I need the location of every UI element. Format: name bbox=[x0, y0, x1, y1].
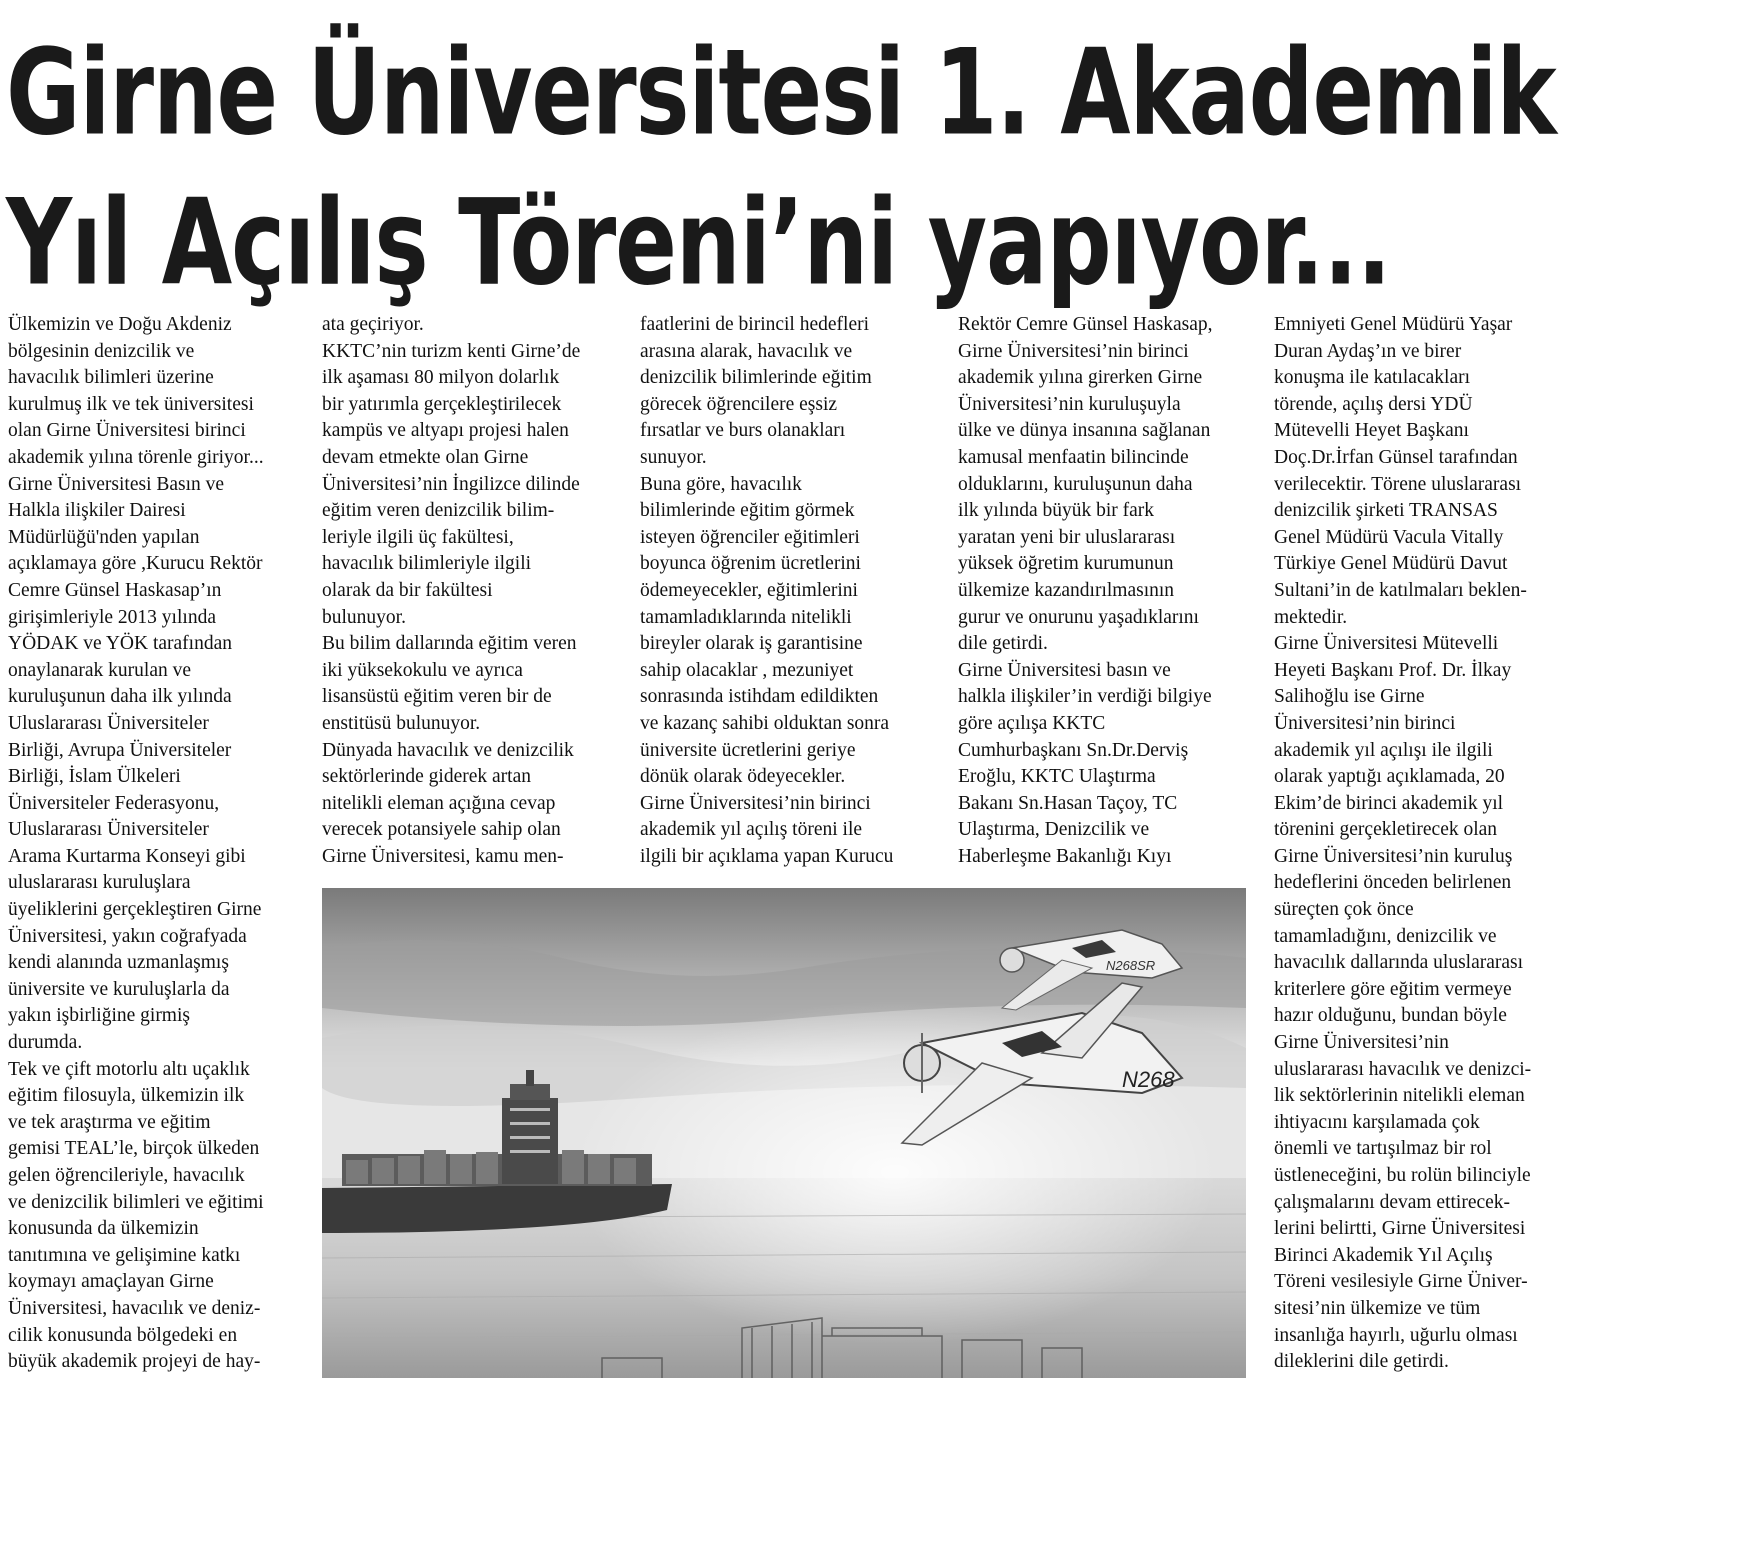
article-line: akademik yılına girerken Girne bbox=[958, 367, 1203, 389]
article-line: insanlığa hayırlı, uğurlu olması bbox=[1274, 1324, 1518, 1346]
article-line: yüksek öğretim kurumunun bbox=[958, 553, 1174, 575]
article-line: lik sektörlerinin nitelikli eleman bbox=[1274, 1085, 1525, 1107]
article-line: kriterlere göre eğitim vermeye bbox=[1274, 978, 1512, 1000]
plane-registration-large: N268 bbox=[1122, 1067, 1175, 1092]
article-line: akademik yıl açılışı ile ilgili bbox=[1274, 739, 1493, 761]
article-column-2 bbox=[322, 312, 622, 870]
article-line: ödemeyecekler, eğitimlerini bbox=[640, 579, 858, 601]
article-line: Üniversitesi’nin İngilizce dilinde bbox=[322, 473, 580, 495]
article-line: akademik yıl açılış töreni ile bbox=[640, 819, 863, 841]
article-line: bireyler olarak iş garantisine bbox=[640, 633, 863, 655]
article-line: törende, açılış dersi YDÜ bbox=[1274, 393, 1473, 415]
article-line: Bakanı Sn.Hasan Taçoy, TC bbox=[958, 792, 1178, 814]
article-line: olarak da bir fakültesi bbox=[322, 579, 493, 601]
article-line: gurur ve onurunu yaşadıklarını bbox=[958, 606, 1199, 628]
article-line: dileklerini dile getirdi. bbox=[1274, 1351, 1449, 1373]
article-line: sitesi’nin ülkemize ve tüm bbox=[1274, 1297, 1481, 1319]
article-line: boyunca öğrenim ücretlerini bbox=[640, 553, 861, 575]
article-line: bir yatırımla gerçekleştirilecek bbox=[322, 393, 562, 415]
article-line: girişimleriyle 2013 yılında bbox=[8, 606, 216, 628]
article-line: Girne Üniversitesi basın ve bbox=[958, 659, 1171, 681]
article-line: Üniversitesi, yakın coğrafyada bbox=[8, 925, 247, 947]
article-line: ve tek araştırma ve eğitim bbox=[8, 1111, 211, 1133]
article-line: ülkemize kazandırılmasının bbox=[958, 579, 1175, 601]
article-line: görecek öğrencilere eşsiz bbox=[640, 393, 838, 415]
article-line: koymayı amaçlayan Girne bbox=[8, 1271, 214, 1293]
article-line: Ülkemizin ve Doğu Akdeniz bbox=[8, 314, 232, 335]
article-line: nitelikli eleman açığına cevap bbox=[322, 792, 556, 814]
article-line: Doç.Dr.İrfan Günsel tarafından bbox=[1274, 446, 1518, 468]
article-line: olan Girne Üniversitesi birinci bbox=[8, 420, 246, 442]
article-line: bölgesinin denizcilik ve bbox=[8, 340, 195, 362]
article-line: Bu bilim dallarında eğitim veren bbox=[322, 633, 577, 655]
article-line: iki yüksekokulu ve ayrıca bbox=[322, 659, 523, 681]
article-line: kampüs ve altyapı projesi halen bbox=[322, 420, 569, 442]
article-line: üniversite ve kuruluşlarla da bbox=[8, 978, 230, 1000]
article-line: Birinci Akademik Yıl Açılış bbox=[1274, 1244, 1493, 1266]
article-line: eğitim filosuyla, ülkemizin ilk bbox=[8, 1085, 245, 1107]
article-line: Girne Üniversitesi Mütevelli bbox=[1274, 633, 1499, 655]
article-line: üyeliklerini gerçekleştiren Girne bbox=[8, 899, 262, 921]
article-line: kurulmuş ilk ve tek üniversitesi bbox=[8, 393, 254, 415]
article-line: lerini belirtti, Girne Üniversitesi bbox=[1274, 1218, 1526, 1240]
article-line: Cemre Günsel Haskasap’ın bbox=[8, 579, 222, 601]
article-line: eğitim veren denizcilik bilim- bbox=[322, 500, 555, 522]
article-line: Girne Üniversitesi’nin birinci bbox=[640, 792, 871, 814]
article-column-1 bbox=[8, 312, 308, 1376]
article-line: ihtiyacını karşılamada çok bbox=[1274, 1111, 1480, 1133]
article-line: çalışmalarını devam ettirecek- bbox=[1274, 1191, 1511, 1213]
article-line: Girne Üniversitesi’nin kuruluş bbox=[1274, 845, 1513, 867]
article-line: gelen öğrencileriyle, havacılık bbox=[8, 1165, 245, 1186]
article-line: Üniversitesi, havacılık ve deniz- bbox=[8, 1297, 261, 1319]
article-line: Üniversitesi’nin birinci bbox=[1274, 712, 1456, 734]
article-line: Haberleşme Bakanlığı Kıyı bbox=[958, 845, 1172, 867]
article-line: dönük olarak ödeyecekler. bbox=[640, 766, 846, 788]
article-line: ilk aşaması 80 milyon dolarlık bbox=[322, 367, 560, 389]
article-line: olarak yaptığı açıklamada, 20 bbox=[1274, 766, 1505, 788]
article-line: tamamladığını, denizcilik ve bbox=[1274, 925, 1497, 947]
article-line: uluslararası kuruluşlara bbox=[8, 872, 191, 894]
article-line: mektedir. bbox=[1274, 606, 1348, 628]
article-line: bilimlerinde eğitim görmek bbox=[640, 500, 855, 522]
article-line: Rektör Cemre Günsel Haskasap, bbox=[958, 314, 1213, 335]
article-line: Salihoğlu ise Girne bbox=[1274, 686, 1425, 708]
headline-line-1: Girne Üniversitesi 1. Akademik bbox=[6, 24, 1556, 163]
article-line: faatlerini de birincil hedefleri bbox=[640, 314, 870, 335]
article-line: göre açılışa KKTC bbox=[958, 712, 1106, 734]
article-line: Dünyada havacılık ve denizcilik bbox=[322, 739, 574, 761]
article-line: kuruluşunun daha ilk yılında bbox=[8, 686, 232, 708]
article-line: Heyeti Başkanı Prof. Dr. İlkay bbox=[1274, 659, 1512, 681]
article-line: Arama Kurtarma Konseyi gibi bbox=[8, 845, 246, 867]
article-line: havacılık dallarında uluslararası bbox=[1274, 952, 1524, 974]
article-line: büyük akademik projeyi de hay- bbox=[8, 1351, 261, 1373]
article-line: gemisi TEAL’le, birçok ülkeden bbox=[8, 1138, 260, 1160]
article-line: kendi alanında uzmanlaşmış bbox=[8, 952, 229, 974]
article-line: törenini gerçekletirecek olan bbox=[1274, 819, 1498, 841]
article-line: önemli ve tartışılmaz bir rol bbox=[1274, 1138, 1492, 1160]
article-line: Buna göre, havacılık bbox=[640, 473, 802, 495]
article-line: Girne Üniversitesi Basın ve bbox=[8, 473, 225, 495]
article-column-4 bbox=[958, 312, 1258, 870]
article-line: Girne Üniversitesi’nin birinci bbox=[958, 340, 1189, 362]
article-line: durumda. bbox=[8, 1032, 83, 1054]
article-line: leriyle ilgili üç fakültesi, bbox=[322, 526, 514, 548]
article-line: havacılık bilimleri üzerine bbox=[8, 367, 214, 389]
article-line: denizcilik bilimlerinde eğitim bbox=[640, 367, 872, 389]
plane-registration-small: N268SR bbox=[1106, 958, 1156, 973]
article-line: denizcilik şirketi TRANSAS bbox=[1274, 500, 1498, 522]
article-line: Uluslararası Üniversiteler bbox=[8, 712, 209, 734]
article-line: Halkla ilişkiler Dairesi bbox=[8, 500, 186, 522]
article-line: Tek ve çift motorlu altı uçaklık bbox=[8, 1058, 250, 1080]
article-line: verilecektir. Törene uluslararası bbox=[1274, 473, 1522, 495]
article-line: KKTC’nin turizm kenti Girne’de bbox=[322, 340, 581, 362]
article-line: devam etmekte olan Girne bbox=[322, 446, 529, 468]
article-line: havacılık bilimleriyle ilgili bbox=[322, 553, 532, 575]
article-line: süreçten çok önce bbox=[1274, 899, 1414, 921]
article-line: Birliği, İslam Ülkeleri bbox=[8, 766, 181, 788]
article-line: dile getirdi. bbox=[958, 633, 1048, 655]
article-line: akademik yılına törenle giriyor... bbox=[8, 446, 264, 468]
article-line: üniversite ücretlerini geriye bbox=[640, 739, 856, 761]
article-line: Duran Aydaş’ın ve birer bbox=[1274, 340, 1462, 362]
article-line: Mütevelli Heyet Başkanı bbox=[1274, 420, 1469, 442]
article-line: halkla ilişkiler’in verdiği bilgiye bbox=[958, 686, 1212, 708]
article-line: fırsatlar ve burs olanakları bbox=[640, 420, 846, 442]
headline-line-2: Yıl Açılış Töreni’ni yapıyor... bbox=[6, 174, 1391, 313]
article-line: Üniversiteler Federasyonu, bbox=[8, 792, 220, 814]
article-line: Girne Üniversitesi’nin bbox=[1274, 1032, 1449, 1054]
article-line: hedeflerini önceden belirlenen bbox=[1274, 872, 1512, 894]
article-line: kamusal menfaatin bilincinde bbox=[958, 446, 1189, 468]
article-line: sektörlerinde giderek artan bbox=[322, 766, 531, 788]
article-line: Ulaştırma, Denizcilik ve bbox=[958, 819, 1150, 841]
article-line: yaratan yeni bir uluslararası bbox=[958, 526, 1176, 548]
article-line: tanıtımına ve gelişimine katkı bbox=[8, 1244, 241, 1266]
article-line: verecek potansiyele sahip olan bbox=[322, 819, 561, 841]
article-line: konusunda da ülkemizin bbox=[8, 1218, 199, 1240]
article-line: ilk yılında büyük bir fark bbox=[958, 500, 1155, 522]
article-line: açıklamaya göre ,Kurucu Rektör bbox=[8, 553, 263, 575]
article-line: Üniversitesi’nin kuruluşuyla bbox=[958, 393, 1181, 415]
article-line: ve kazanç sahibi olduktan sonra bbox=[640, 712, 890, 734]
article-line: YÖDAK ve YÖK tarafından bbox=[8, 633, 233, 655]
article-line: ata geçiriyor. bbox=[322, 314, 424, 335]
article-line: ilgili bir açıklama yapan Kurucu bbox=[640, 845, 894, 867]
article-line: Eroğlu, KKTC Ulaştırma bbox=[958, 766, 1156, 788]
article-line: yakın işbirliğine girmiş bbox=[8, 1005, 190, 1027]
article-line: uluslararası havacılık ve denizci- bbox=[1274, 1058, 1532, 1080]
article-line: bulunuyor. bbox=[322, 606, 406, 628]
article-line: ülke ve dünya insanına sağlanan bbox=[958, 420, 1211, 442]
article-line: Emniyeti Genel Müdürü Yaşar bbox=[1274, 314, 1513, 335]
article-line: hazır olduğunu, bundan böyle bbox=[1274, 1005, 1507, 1027]
article-line: Genel Müdürü Vacula Vitally bbox=[1274, 526, 1504, 548]
article-line: tamamladıklarında nitelikli bbox=[640, 606, 852, 628]
article-line: isteyen öğrenciler eğitimleri bbox=[640, 526, 860, 548]
article-line: cilik konusunda bölgedeki en bbox=[8, 1324, 238, 1346]
article-line: Sultani’in de katılmaları beklen- bbox=[1274, 579, 1527, 601]
article-line: Cumhurbaşkanı Sn.Dr.Derviş bbox=[958, 739, 1189, 761]
article-line: Girne Üniversitesi, kamu men- bbox=[322, 845, 564, 867]
article-line: olduklarını, kuruluşunun daha bbox=[958, 473, 1193, 495]
article-line: Türkiye Genel Müdürü Davut bbox=[1274, 553, 1508, 575]
article-line: Ekim’de birinci akademik yıl bbox=[1274, 792, 1504, 814]
article-line: onaylanarak kurulan ve bbox=[8, 659, 192, 681]
article-line: enstitüsü bulunuyor. bbox=[322, 712, 481, 734]
article-line: ve denizcilik bilimleri ve eğitimi bbox=[8, 1191, 264, 1213]
article-line: konuşma ile katılacakları bbox=[1274, 367, 1471, 389]
article-line: Uluslararası Üniversiteler bbox=[8, 819, 209, 841]
article-line: üstleneceğini, bu rolün bilinciyle bbox=[1274, 1165, 1531, 1186]
article-photo bbox=[322, 888, 1246, 1378]
article-column-3 bbox=[640, 312, 940, 870]
article-line: Müdürlüğü'nden yapılan bbox=[8, 526, 200, 548]
article-line: lisansüstü eğitim veren bir de bbox=[322, 686, 552, 708]
article-column-5 bbox=[1274, 312, 1568, 1376]
article-line: Töreni vesilesiyle Girne Üniver- bbox=[1274, 1271, 1528, 1293]
article-line: sunuyor. bbox=[640, 446, 707, 468]
article-line: sahip olacaklar , mezuniyet bbox=[640, 659, 854, 681]
article-line: Birliği, Avrupa Üniversiteler bbox=[8, 739, 232, 761]
article-line: arasına alarak, havacılık ve bbox=[640, 340, 853, 362]
article-line: sonrasında istihdam edildikten bbox=[640, 686, 879, 708]
